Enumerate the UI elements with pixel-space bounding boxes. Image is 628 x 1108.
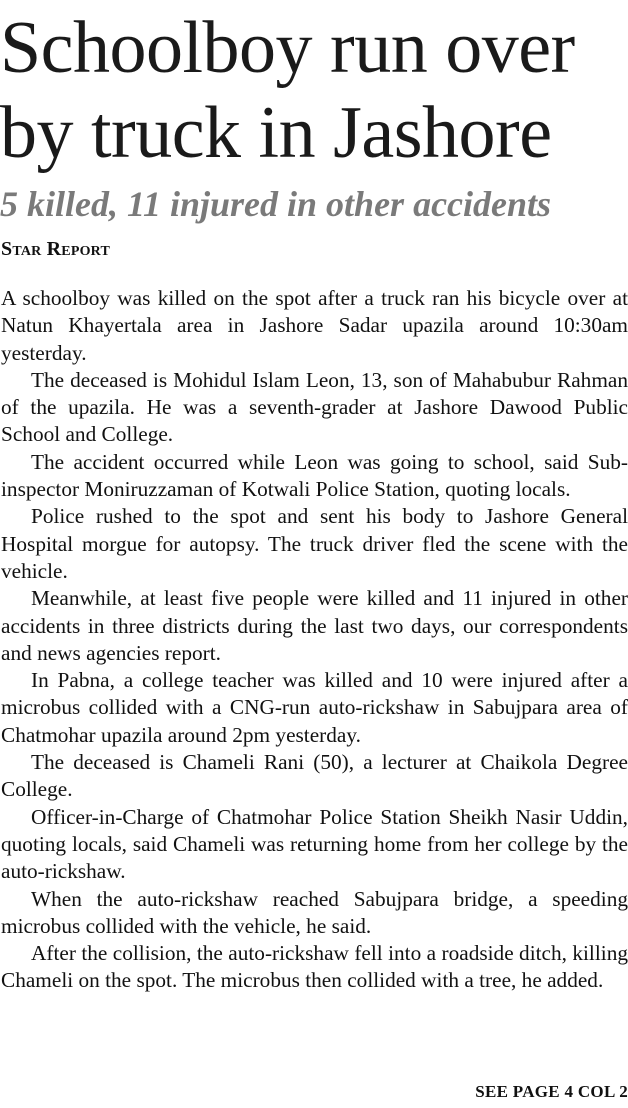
paragraph: After the collision, the auto-rickshaw fell into a roadside ditch, killing Chameli on the spot. The microbus then collided with a tree, he added. (1, 941, 628, 993)
paragraph: A schoolboy was killed on the spot after a truck ran his bicycle over at Natun Khayertala area in Jashore Sadar upazila around 10:30am yesterday. (1, 286, 628, 365)
paragraph: Officer-in-Charge of Chatmohar Police Station Sheikh Nasir Uddin, quoting locals, said Chameli was returning home from her college by the auto-rickshaw. (1, 804, 628, 884)
paragraph: When the auto-rickshaw reached Sabujpara bridge, a speeding microbus collided with the vehicle, he said. (1, 886, 628, 938)
paragraph: Police rushed to the spot and sent his body to Jashore General Hospital morgue for autopsy. The truck driver fled the scene with the vehicle. (1, 504, 628, 583)
paragraph: The accident occurred while Leon was going to school, said Sub-inspector Moniruzzaman of Kotwali Police Station, quoting locals. (1, 449, 628, 502)
headline-line-1: Schoolboy run over (0, 7, 575, 89)
paragraph: Meanwhile, at least five people were killed and 11 injured in other accidents in three districts during the last two days, our correspondents and news agencies report. (1, 586, 628, 665)
continuation-note: SEE PAGE 4 COL 2 (475, 1082, 628, 1101)
byline: Star Report (1, 238, 111, 260)
paragraph: In Pabna, a college teacher was killed and 10 were injured after a microbus collided with a CNG-run auto-rickshaw in Sabujpara area of Chatmohar upazila around 2pm yesterday. (1, 668, 628, 747)
paragraph: The deceased is Mohidul Islam Leon, 13, son of Mahabubur Rahman of the upazila. He was a seventh-grader at Jashore Dawood Public School and College. (1, 367, 628, 447)
headline-line-2: by truck in Jashore (0, 92, 552, 174)
paragraph: The deceased is Chameli Rani (50), a lecturer at Chaikola Degree College. (1, 750, 628, 802)
headline (0, 6, 628, 176)
subheadline: 5 killed, 11 injured in other accidents (0, 184, 552, 224)
article-body (1, 285, 628, 995)
